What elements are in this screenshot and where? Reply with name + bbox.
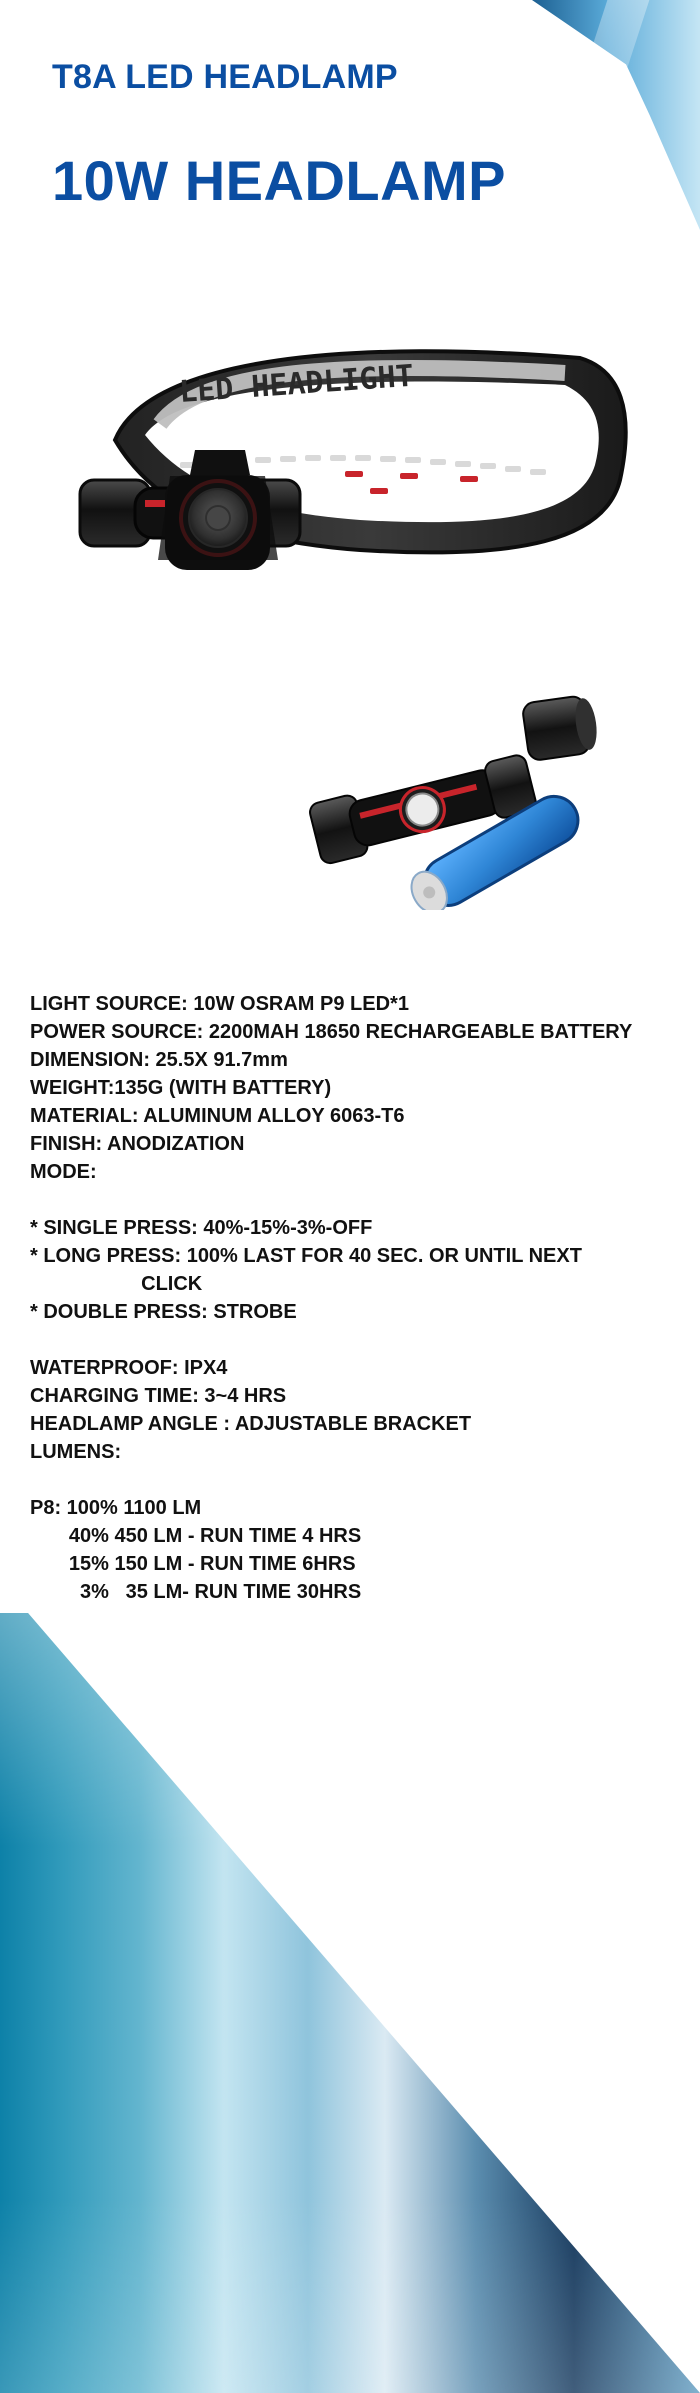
mode-long-press-continuation: CLICK (30, 1273, 203, 1295)
mode-long-press: * LONG PRESS: 100% LAST FOR 40 SEC. OR UNTIL NEXT (30, 1245, 582, 1267)
top-right-decorative-wedge (532, 0, 700, 230)
mode-double-press: * DOUBLE PRESS: STROBE (30, 1301, 297, 1323)
spec-waterproof: WATERPROOF: IPX4 (30, 1357, 228, 1379)
spec-power-source: POWER SOURCE: 2200MAH 18650 RECHARGEABLE BATTERY (30, 1021, 633, 1043)
spec-spacing (30, 1186, 680, 1214)
spec-spacing (30, 1466, 680, 1494)
spec-material: MATERIAL: ALUMINUM ALLOY 6063-T6 (30, 1105, 405, 1127)
lumens-40: 40% 450 LM - RUN TIME 4 HRS (30, 1525, 362, 1547)
spec-finish: FINISH: ANODIZATION (30, 1133, 245, 1155)
product-title: 10W HEADLAMP (52, 149, 507, 212)
spec-dimension: DIMENSION: 25.5X 91.7mm (30, 1049, 288, 1071)
bottom-left-decorative-wedge (0, 1613, 700, 2393)
mode-single-press: * SINGLE PRESS: 40%-15%-3%-OFF (30, 1217, 373, 1239)
spec-weight: WEIGHT:135G (WITH BATTERY) (30, 1077, 332, 1099)
headlamp-main-image (60, 330, 640, 650)
spec-headlamp-angle: HEADLAMP ANGLE : ADJUSTABLE BRACKET (30, 1413, 472, 1435)
spec-mode-label: MODE: (30, 1161, 97, 1183)
strap-brand-text: LED HEADLIGHT (178, 358, 415, 410)
lumens-15: 15% 150 LM - RUN TIME 6HRS (30, 1553, 356, 1575)
lumens-p8-100: P8: 100% 1100 LM (30, 1497, 202, 1519)
spec-lumens-label: LUMENS: (30, 1441, 122, 1463)
spec-charging-time: CHARGING TIME: 3~4 HRS (30, 1385, 287, 1407)
product-subtitle: T8A LED HEADLAMP (52, 58, 398, 96)
headlamp-disassembled-image (300, 680, 620, 910)
spec-spacing (30, 1326, 680, 1354)
spec-light-source: LIGHT SOURCE: 10W OSRAM P9 LED*1 (30, 993, 409, 1015)
lumens-3: 3% 35 LM- RUN TIME 30HRS (30, 1581, 362, 1603)
specifications-block (30, 990, 680, 1606)
